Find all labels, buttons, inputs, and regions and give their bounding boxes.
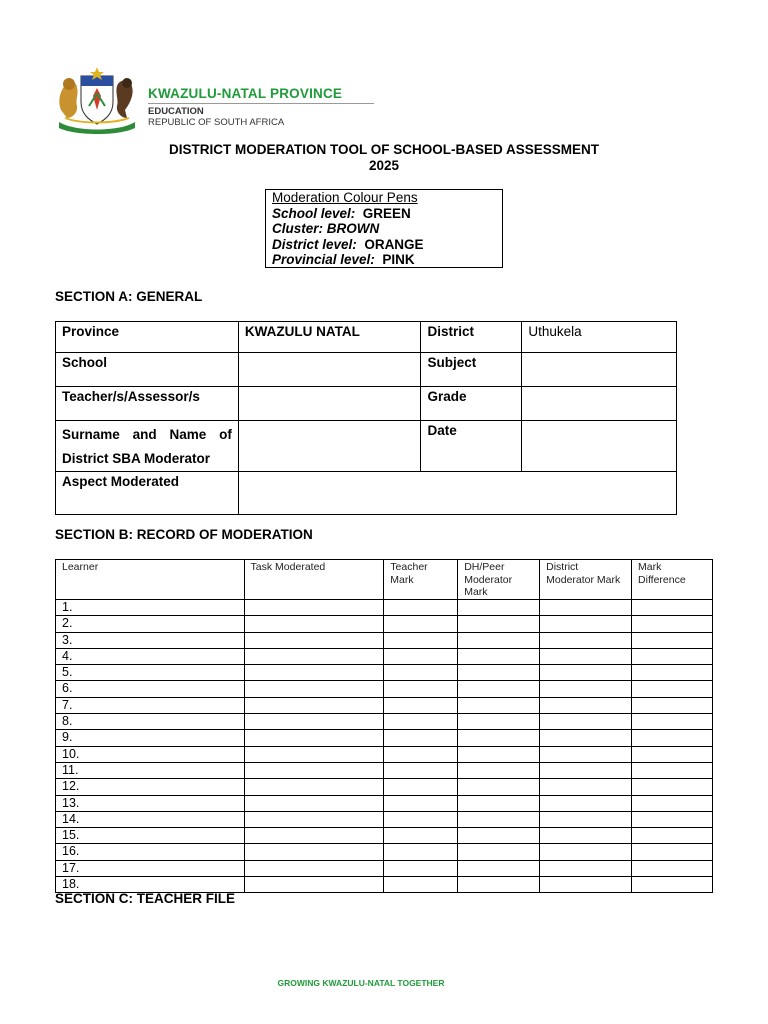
table-cell[interactable]	[458, 779, 540, 795]
table-cell[interactable]	[244, 779, 384, 795]
table-cell[interactable]	[632, 779, 713, 795]
learner-number[interactable]: 1.	[56, 600, 245, 616]
learner-number[interactable]: 14.	[56, 811, 245, 827]
table-cell[interactable]	[384, 648, 458, 664]
table-cell[interactable]	[244, 844, 384, 860]
table-cell[interactable]	[540, 681, 632, 697]
school-field[interactable]	[238, 353, 421, 387]
table-row	[56, 746, 713, 762]
column-header: DH/Peer Moderator Mark	[458, 560, 540, 600]
table-cell[interactable]	[458, 811, 540, 827]
learner-number[interactable]: 8.	[56, 714, 245, 730]
district-label: District	[421, 322, 522, 353]
table-cell[interactable]	[244, 746, 384, 762]
table-cell[interactable]	[458, 600, 540, 616]
moderation-record-table	[55, 559, 713, 893]
table-cell[interactable]	[244, 828, 384, 844]
table-cell[interactable]	[458, 665, 540, 681]
province-label: Province	[56, 322, 239, 353]
table-row	[56, 844, 713, 860]
table-cell[interactable]	[244, 632, 384, 648]
table-cell[interactable]	[632, 746, 713, 762]
table-row	[56, 762, 713, 778]
province-value[interactable]: KWAZULU NATAL	[238, 322, 421, 353]
table-cell[interactable]	[540, 714, 632, 730]
table-cell[interactable]	[244, 860, 384, 876]
table-cell[interactable]	[384, 844, 458, 860]
table-row	[56, 714, 713, 730]
moderator-label	[56, 421, 239, 472]
document-title	[0, 142, 768, 174]
table-cell[interactable]	[384, 877, 458, 893]
learner-number[interactable]: 3.	[56, 632, 245, 648]
learner-number[interactable]: 7.	[56, 697, 245, 713]
table-cell[interactable]	[540, 811, 632, 827]
table-cell[interactable]	[632, 697, 713, 713]
table-cell[interactable]	[244, 811, 384, 827]
date-label: Date	[421, 421, 522, 472]
moderator-field[interactable]	[238, 421, 421, 472]
table-row	[56, 795, 713, 811]
table-cell[interactable]	[458, 681, 540, 697]
letterhead	[55, 66, 385, 138]
table-cell[interactable]	[384, 795, 458, 811]
department-name: EDUCATION	[148, 106, 204, 117]
table-cell[interactable]	[384, 811, 458, 827]
table-cell[interactable]	[540, 844, 632, 860]
grade-field[interactable]	[522, 387, 677, 421]
learner-number[interactable]: 17.	[56, 860, 245, 876]
column-header: District Moderator Mark	[540, 560, 632, 600]
table-cell[interactable]	[632, 811, 713, 827]
table-cell[interactable]	[244, 697, 384, 713]
table-cell[interactable]	[632, 714, 713, 730]
table-cell[interactable]	[244, 762, 384, 778]
table-cell[interactable]	[540, 632, 632, 648]
table-row	[56, 665, 713, 681]
learner-number[interactable]: 13.	[56, 795, 245, 811]
table-cell[interactable]	[632, 795, 713, 811]
table-cell[interactable]	[458, 795, 540, 811]
table-cell[interactable]	[540, 746, 632, 762]
table-cell[interactable]	[384, 746, 458, 762]
learner-number[interactable]: 12.	[56, 779, 245, 795]
province-title: KWAZULU-NATAL PROVINCE	[148, 86, 343, 101]
table-cell[interactable]	[540, 600, 632, 616]
learner-number[interactable]: 2.	[56, 616, 245, 632]
column-header: Learner	[56, 560, 245, 600]
moderator-label-line1: Surname and Name of	[62, 427, 232, 442]
table-header-row	[56, 560, 713, 600]
table-cell[interactable]	[632, 616, 713, 632]
table-cell[interactable]	[540, 795, 632, 811]
pens-label: Provincial level:	[272, 252, 375, 268]
table-row	[56, 616, 713, 632]
table-cell[interactable]	[458, 877, 540, 893]
pens-label: School level:	[272, 205, 356, 221]
section-c-heading: SECTION C: TEACHER FILE	[55, 891, 236, 906]
table-cell[interactable]	[244, 600, 384, 616]
country-name: REPUBLIC OF SOUTH AFRICA	[148, 117, 285, 128]
table-cell[interactable]	[632, 877, 713, 893]
pens-label: District level:	[272, 236, 357, 252]
table-cell[interactable]	[540, 828, 632, 844]
table-cell[interactable]	[384, 632, 458, 648]
pens-value: PINK	[382, 252, 415, 268]
table-cell[interactable]	[458, 632, 540, 648]
learner-number[interactable]: 4.	[56, 648, 245, 664]
table-cell[interactable]	[458, 860, 540, 876]
pens-row-school	[272, 206, 496, 222]
table-row	[56, 860, 713, 876]
table-row	[56, 779, 713, 795]
table-cell[interactable]	[540, 648, 632, 664]
subject-label: Subject	[421, 353, 522, 387]
table-cell[interactable]	[458, 714, 540, 730]
table-cell[interactable]	[540, 860, 632, 876]
table-row	[56, 681, 713, 697]
table-cell[interactable]	[632, 632, 713, 648]
table-cell[interactable]	[632, 665, 713, 681]
table-cell[interactable]	[540, 779, 632, 795]
header-divider	[148, 103, 374, 104]
table-cell[interactable]	[632, 828, 713, 844]
pens-row-district	[272, 237, 496, 253]
table-cell[interactable]	[244, 616, 384, 632]
kzn-coat-of-arms-icon	[55, 66, 139, 136]
table-cell[interactable]	[244, 795, 384, 811]
table-cell[interactable]	[632, 681, 713, 697]
table-cell[interactable]	[384, 616, 458, 632]
document-title-line1: DISTRICT MODERATION TOOL OF SCHOOL-BASED ASSESSMENT	[168, 142, 600, 157]
table-cell[interactable]	[632, 860, 713, 876]
column-header: Task Moderated	[244, 560, 384, 600]
teacher-field[interactable]	[238, 387, 421, 421]
pens-value: GREEN	[362, 205, 411, 221]
table-cell[interactable]	[540, 616, 632, 632]
moderator-label-line2: District SBA Moderator	[62, 451, 211, 466]
table-cell[interactable]	[244, 877, 384, 893]
table-cell[interactable]	[384, 665, 458, 681]
table-cell[interactable]	[384, 779, 458, 795]
table-row	[56, 730, 713, 746]
subject-field[interactable]	[522, 353, 677, 387]
table-row	[56, 811, 713, 827]
table-cell[interactable]	[632, 844, 713, 860]
learner-number[interactable]: 18.	[56, 877, 245, 893]
table-cell[interactable]	[458, 828, 540, 844]
pens-row-provincial	[272, 252, 496, 268]
table-cell[interactable]	[244, 648, 384, 664]
learner-number[interactable]: 6.	[56, 681, 245, 697]
table-cell[interactable]	[632, 762, 713, 778]
table-row	[56, 828, 713, 844]
table-cell[interactable]	[632, 600, 713, 616]
table-cell[interactable]	[384, 600, 458, 616]
table-cell[interactable]	[540, 697, 632, 713]
column-header: Teacher Mark	[384, 560, 458, 600]
table-cell[interactable]	[632, 648, 713, 664]
district-value[interactable]: Uthukela	[522, 322, 677, 353]
table-cell[interactable]	[244, 665, 384, 681]
table-row	[56, 600, 713, 616]
table-cell[interactable]	[458, 730, 540, 746]
table-row	[56, 697, 713, 713]
section-a-heading: SECTION A: GENERAL	[55, 289, 203, 304]
aspect-label: Aspect Moderated	[56, 472, 239, 515]
table-cell[interactable]	[384, 730, 458, 746]
table-cell[interactable]	[384, 762, 458, 778]
column-header: Mark Difference	[632, 560, 713, 600]
learner-number[interactable]: 11.	[56, 762, 245, 778]
learner-number[interactable]: 5.	[56, 665, 245, 681]
table-cell[interactable]	[458, 616, 540, 632]
table-row	[56, 632, 713, 648]
table-cell[interactable]	[458, 648, 540, 664]
aspect-field[interactable]	[238, 472, 676, 515]
table-cell[interactable]	[540, 877, 632, 893]
pens-value: BROWN	[326, 221, 380, 237]
table-cell[interactable]	[632, 730, 713, 746]
learner-number[interactable]: 16.	[56, 844, 245, 860]
teacher-label: Teacher/s/Assessor/s	[56, 387, 239, 421]
table-cell[interactable]	[384, 697, 458, 713]
table-cell[interactable]	[458, 762, 540, 778]
table-cell[interactable]	[244, 730, 384, 746]
table-cell[interactable]	[384, 860, 458, 876]
table-cell[interactable]	[384, 714, 458, 730]
table-cell[interactable]	[384, 681, 458, 697]
learner-number[interactable]: 15.	[56, 828, 245, 844]
section-b-heading: SECTION B: RECORD OF MODERATION	[55, 527, 313, 542]
learner-number[interactable]: 9.	[56, 730, 245, 746]
moderation-colour-pens-box	[265, 189, 503, 268]
pens-row-cluster	[272, 221, 496, 237]
table-cell[interactable]	[458, 844, 540, 860]
pens-value: ORANGE	[364, 236, 424, 252]
table-cell[interactable]	[244, 714, 384, 730]
pens-heading: Moderation Colour Pens	[272, 190, 418, 205]
table-cell[interactable]	[540, 665, 632, 681]
table-cell[interactable]	[458, 746, 540, 762]
footer-slogan: GROWING KWAZULU-NATAL TOGETHER	[277, 978, 445, 988]
table-cell[interactable]	[244, 681, 384, 697]
table-cell[interactable]	[540, 762, 632, 778]
general-info-table	[55, 321, 677, 515]
school-label: School	[56, 353, 239, 387]
date-field[interactable]	[522, 421, 677, 472]
learner-number[interactable]: 10.	[56, 746, 245, 762]
document-title-year: 2025	[368, 158, 400, 173]
grade-label: Grade	[421, 387, 522, 421]
table-cell[interactable]	[458, 697, 540, 713]
table-cell[interactable]	[540, 730, 632, 746]
table-row	[56, 648, 713, 664]
table-cell[interactable]	[384, 828, 458, 844]
pens-label: Cluster:	[272, 221, 324, 237]
